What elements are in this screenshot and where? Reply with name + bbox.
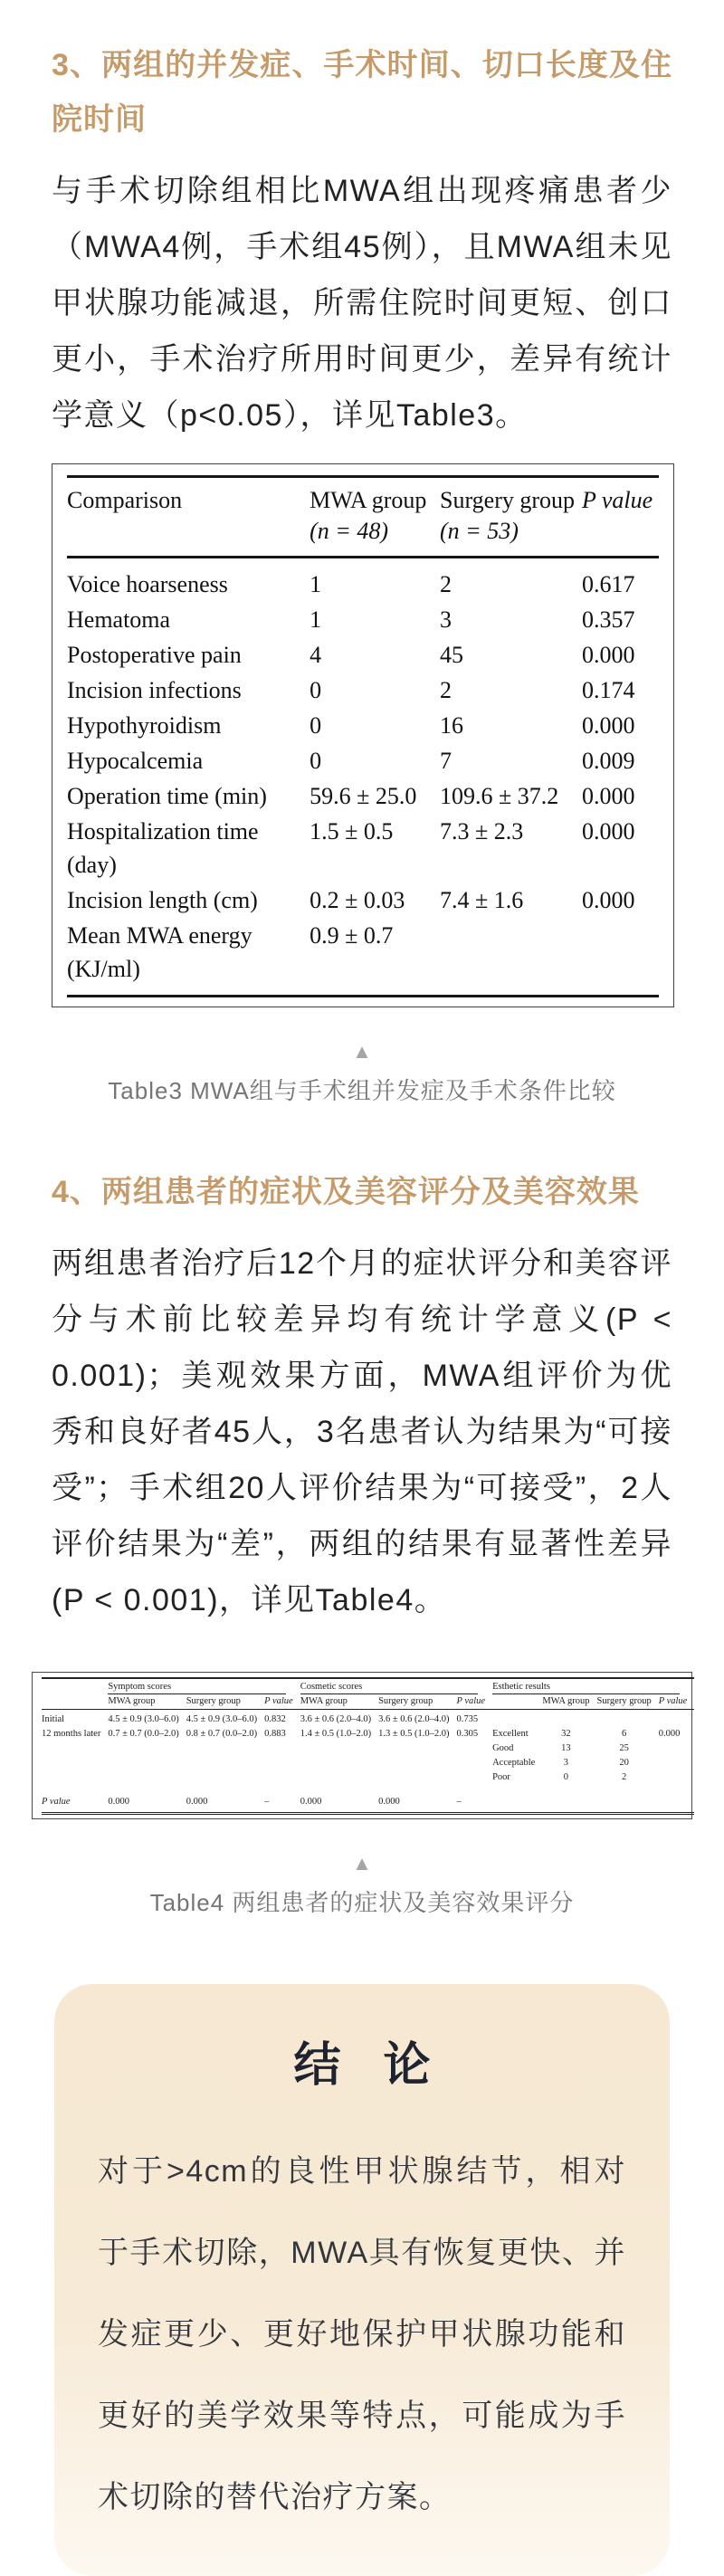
table4-cell: [542, 1785, 596, 1795]
table4-cell: [264, 1785, 300, 1795]
table3-cell: 2: [440, 677, 452, 703]
section3-paragraph: 与手术切除组相比MWA组出现疼痛患者少（MWA4例，手术组45例），且MWA组未见甲状腺功能减退，所需住院时间更短、创口更小，手术治疗所用时间更少，差异有统计学意义（p<0.05），详见Table3。: [52, 174, 672, 433]
table4-group-header: Cosmetic scores: [300, 1678, 492, 1694]
table4-cell: 3.6 ± 0.6 (2.0–4.0): [378, 1714, 450, 1724]
table4-cell: [186, 1756, 264, 1770]
table4-cell: 0.7 ± 0.7 (0.0–2.0): [108, 1729, 179, 1739]
table3-cell: 0.000: [581, 818, 635, 844]
table3-cell: 0.009: [581, 748, 635, 774]
table4-cell: [597, 1710, 659, 1727]
table3-column-header: P value: [581, 487, 653, 513]
table4-cell: [659, 1710, 695, 1727]
table4-cell: [300, 1770, 378, 1785]
table4-caption: Table4 两组患者的症状及美容效果评分: [149, 1889, 575, 1916]
table4-row: [42, 1770, 694, 1785]
table4-subheader-cell: MWA group: [300, 1694, 378, 1710]
table4-row: [42, 1710, 694, 1727]
table3-cell: 7.4 ± 1.6: [440, 887, 524, 913]
table4-subheader-cell: Surgery group: [186, 1694, 264, 1710]
table4-cell: [108, 1756, 186, 1770]
table3-row: [67, 918, 659, 997]
table3-cell: 7.3 ± 2.3: [440, 818, 524, 844]
table3-cell: 45: [440, 642, 463, 668]
table4-cell: [456, 1770, 492, 1785]
table4-cell: Excellent: [492, 1729, 529, 1739]
table4-row: [42, 1795, 694, 1814]
table3-cell: Hypothyroidism: [67, 712, 222, 739]
table3-cell: 0.357: [581, 606, 635, 633]
table3-cell: 109.6 ± 37.2: [440, 783, 559, 809]
table4-cell: [542, 1795, 596, 1814]
table4-cell: 3: [563, 1758, 569, 1768]
table4-subheader-row: [42, 1694, 694, 1710]
table4-subheader-cell: P value: [659, 1694, 695, 1710]
table3-cell: Hypocalcemia: [67, 748, 204, 774]
table3-cell: Postoperative pain: [67, 642, 242, 668]
table4-cell: –: [264, 1797, 270, 1807]
table4-cell: [542, 1710, 596, 1727]
table4-subheader-cell: MWA group: [108, 1694, 186, 1710]
table3-cell: 1.5 ± 0.5: [310, 818, 394, 844]
table3-cell: 0.000: [581, 642, 635, 668]
table4-cell: 1.4 ± 0.5 (1.0–2.0): [300, 1729, 372, 1739]
table4-cell: [300, 1741, 378, 1756]
table3-cell: 1: [310, 571, 322, 597]
table3-cell: 16: [440, 712, 463, 739]
table4-cell: [264, 1770, 300, 1785]
table3-cell: Voice hoarseness: [67, 571, 228, 597]
table4-cell: [456, 1756, 492, 1770]
table4-cell: [264, 1756, 300, 1770]
table3-cell: 0.617: [581, 571, 635, 597]
conclusion-text: 对于>4cm的良性甲状腺结节，相对于手术切除，MWA具有恢复更快、并发症更少、更好地保护甲状腺功能和更好的美学效果等特点，可能成为手术切除的替代治疗方案。: [98, 2154, 626, 2514]
table4-cell: [492, 1710, 542, 1727]
conclusion-box: [54, 1984, 670, 2576]
table4-cell: 3.6 ± 0.6 (2.0–4.0): [300, 1714, 372, 1724]
table3-column-header: Surgery group (n = 53): [440, 487, 576, 544]
table4-cell: [42, 1756, 108, 1770]
collapse-triangle-icon: ▲: [352, 1040, 372, 1063]
table4-image: [32, 1672, 692, 1819]
table3-cell: 1: [310, 606, 322, 633]
table4-cell: 0.000: [108, 1797, 129, 1807]
table3-image: [52, 463, 674, 1007]
table4-cell: 0: [563, 1772, 569, 1782]
table4-group-header: Esthetic results: [492, 1678, 694, 1694]
table4-cell: [659, 1756, 695, 1770]
table3-row: [67, 778, 659, 814]
table3-row: [67, 743, 659, 778]
table4-row: [42, 1741, 694, 1756]
table4-cell: 0.735: [456, 1714, 479, 1724]
table4-cell: –: [456, 1797, 462, 1807]
table4-subheader-cell: Surgery group: [597, 1694, 659, 1710]
table4-cell: Good: [492, 1743, 514, 1753]
table4-cell: 4.5 ± 0.9 (3.0–6.0): [108, 1714, 179, 1724]
table4-row: [42, 1727, 694, 1741]
table4-row: [42, 1785, 694, 1795]
table4-cell: [108, 1741, 186, 1756]
section4-heading: 4、两组患者的症状及美容评分及美容效果: [52, 1175, 640, 1209]
table4-group-header-row: [42, 1678, 694, 1694]
table3-cell: 0: [310, 712, 322, 739]
table3-cell: 0: [310, 677, 322, 703]
table4-cell: 0.000: [300, 1797, 322, 1807]
table4-subheader-cell: Surgery group: [378, 1694, 456, 1710]
table4-cell: [186, 1770, 264, 1785]
table4-cell: [659, 1785, 695, 1795]
table4-cell: 0.883: [264, 1729, 286, 1739]
table4-cell: Acceptable: [492, 1758, 536, 1768]
table4-cell: 0.000: [378, 1797, 400, 1807]
table3-cell: [582, 918, 659, 997]
conclusion-title: 结 论: [293, 2040, 431, 2092]
table4-cell: [456, 1741, 492, 1756]
table4-cell: [108, 1770, 186, 1785]
table4-cell: [456, 1785, 492, 1795]
table3-cell: Incision infections: [67, 677, 242, 703]
table3-caption: Table3 MWA组与手术组并发症及手术条件比较: [108, 1077, 616, 1104]
table4-cell: [492, 1785, 542, 1795]
table3-cell: 0.000: [581, 712, 635, 739]
table3-cell: 2: [440, 571, 452, 597]
table4-subheader-cell: [492, 1694, 542, 1710]
table3-cell: 0.9 ± 0.7: [310, 922, 394, 949]
table3-row: [67, 673, 659, 708]
table3-cell: 0: [310, 748, 322, 774]
table4-cell: 0.000: [186, 1797, 208, 1807]
table4-cell: 20: [619, 1758, 629, 1768]
table4-cell: [264, 1741, 300, 1756]
table4-cell: Poor: [492, 1772, 510, 1782]
table4-cell: [659, 1770, 695, 1785]
table3-cell: 0.2 ± 0.03: [310, 887, 405, 913]
table4-cell: [186, 1785, 264, 1795]
table3-cell: Incision length (cm): [67, 887, 258, 913]
table4-cell: 1.3 ± 0.5 (1.0–2.0): [378, 1729, 450, 1739]
table4-cell: 2: [622, 1772, 627, 1782]
table4-cell: [378, 1756, 456, 1770]
table4-cell: 32: [561, 1729, 571, 1739]
table3-cell: 4: [310, 642, 322, 668]
table3-row: [67, 637, 659, 673]
section3-heading: 3、两组的并发症、手术时间、切口长度及住院时间: [52, 48, 672, 137]
table4-cell: [42, 1741, 108, 1756]
table3-cell: 0.174: [581, 677, 635, 703]
table3-row: [67, 814, 659, 883]
table3-cell: Mean MWA energy (KJ/ml): [67, 922, 252, 982]
table3-row: [67, 883, 659, 918]
table4-cell: 0.8 ± 0.7 (0.0–2.0): [186, 1729, 258, 1739]
table4-group-header: Symptom scores: [108, 1678, 300, 1694]
collapse-triangle-icon: ▲: [352, 1852, 372, 1875]
table4-cell: 12 months later: [42, 1729, 101, 1739]
table4-cell: [597, 1795, 659, 1814]
table4-cell: 0.832: [264, 1714, 286, 1724]
table4-cell: 6: [622, 1729, 627, 1739]
table4-cell: [597, 1785, 659, 1795]
table3-column-header: MWA group (n = 48): [310, 487, 427, 544]
table4-subheader-cell: [42, 1694, 108, 1710]
table3-cell: 0.000: [581, 783, 635, 809]
table4-subheader-cell: MWA group: [542, 1694, 596, 1710]
table4-cell: P value: [42, 1797, 71, 1807]
table4-cell: [378, 1785, 456, 1795]
table3-row: [67, 602, 659, 637]
table4-subheader-cell: P value: [456, 1694, 492, 1710]
table3-row: [67, 708, 659, 743]
table4-cell: 0.000: [658, 1729, 681, 1739]
table4-cell: [492, 1795, 542, 1814]
table4-cell: [108, 1785, 186, 1795]
table4-cell: 4.5 ± 0.9 (3.0–6.0): [186, 1714, 258, 1724]
table4-cell: [42, 1770, 108, 1785]
table3-cell: [440, 918, 582, 997]
table3-cell: 3: [440, 606, 452, 633]
table4-cell: [300, 1756, 378, 1770]
table4-cell: 13: [561, 1743, 571, 1753]
table3-cell: Hematoma: [67, 606, 171, 633]
table4-cell: [42, 1785, 108, 1795]
table4-scores: [42, 1677, 694, 1815]
table4-cell: 25: [619, 1743, 629, 1753]
table4-cell: [378, 1770, 456, 1785]
table4-cell: [378, 1741, 456, 1756]
table3-complications: [67, 475, 659, 997]
table3-column-header: Comparison: [67, 487, 183, 513]
section4-paragraph: 两组患者治疗后12个月的症状评分和美容评分与术前比较差异均有统计学意义(P < 0.001)；美观效果方面，MWA组评价为优秀和良好者45人，3名患者认为结果为“可接受”；手术组20人评价结果为“可接受”，2人评价结果为“差”，两组的结果有显著性差异(P < 0.001)，详见Table4。: [52, 1246, 672, 1617]
table4-cell: 0.305: [456, 1729, 479, 1739]
table3-cell: 59.6 ± 25.0: [310, 783, 417, 809]
table3-header-row: [67, 477, 659, 558]
table4-cell: [659, 1741, 695, 1756]
table4-cell: [300, 1785, 378, 1795]
table3-cell: Operation time (min): [67, 783, 267, 809]
table3-cell: 0.000: [581, 887, 635, 913]
table4-cell: Initial: [42, 1714, 65, 1724]
table4-subheader-cell: P value: [264, 1694, 300, 1710]
table4-cell: [186, 1741, 264, 1756]
table4-row: [42, 1756, 694, 1770]
table3-row: [67, 558, 659, 603]
table4-cell: [659, 1795, 695, 1814]
table4-corner-cell: [42, 1678, 108, 1694]
table3-cell: Hospitalization time (day): [67, 818, 259, 878]
table3-cell: 7: [440, 748, 452, 774]
